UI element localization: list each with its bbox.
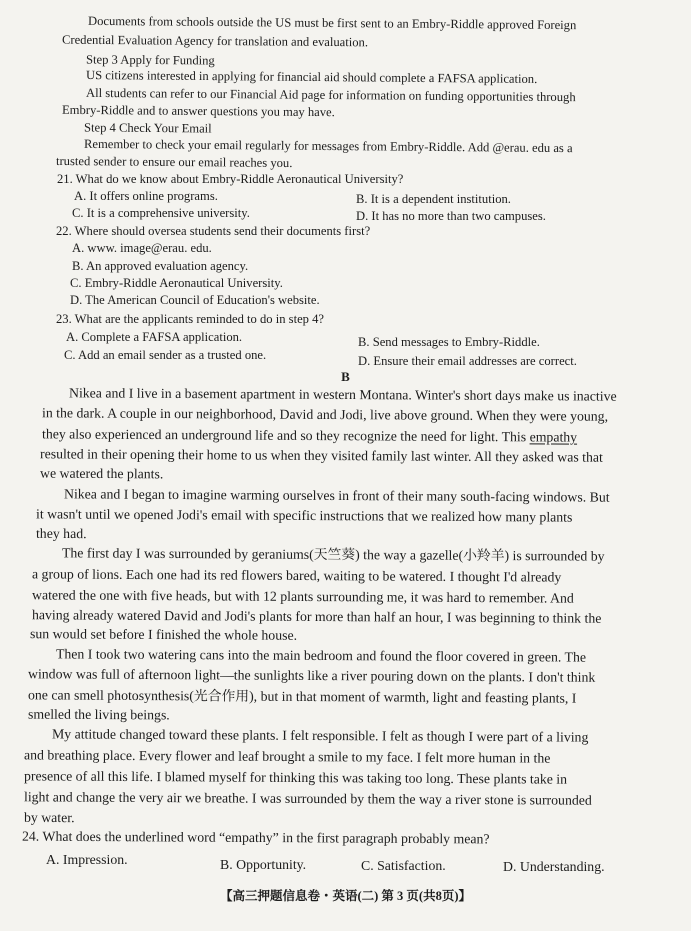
q22-option-b: B. An approved evaluation agency. (72, 259, 249, 273)
intro-line: trusted sender to ensure our email reaches you. (55, 153, 293, 171)
step3-heading: Step 3 Apply for Funding (85, 52, 215, 68)
q23-option-d: D. Ensure their email addresses are correct. (358, 354, 577, 368)
step4-heading: Step 4 Check Your Email (83, 120, 212, 136)
passage-line (42, 426, 577, 445)
q24-option-c: C. Satisfaction. (361, 858, 446, 873)
passage-line: they had. (35, 525, 87, 542)
passage-text: they also experienced an underground life and so they recognize the need for light. This (41, 426, 530, 445)
q21-option-d: D. It has no more than two campuses. (356, 209, 546, 223)
passage-line: Then I took two watering cans into the main bedroom and found the floor covered in green. The (55, 646, 587, 665)
q22-option-a: A. www. image@erau. edu. (72, 241, 212, 255)
q21-option-c: C. It is a comprehensive university. (72, 206, 250, 220)
q24-option-a: A. Impression. (46, 852, 128, 867)
passage-line: a group of lions. Each one had its red flowers bared, waiting to be watered. I thought I'd already (31, 566, 562, 585)
intro-line: Remember to check your email regularly for messages from Embry-Riddle. Add @erau. edu as a (83, 136, 573, 156)
q23-option-c: C. Add an email sender as a trusted one. (64, 348, 267, 362)
passage-line: The first day I was surrounded by geraniums(天竺葵) the way a gazelle(小羚羊) is surrounded by (61, 545, 605, 564)
q21-option-a: A. It offers online programs. (74, 189, 218, 203)
underlined-word-empathy: empathy (529, 429, 578, 445)
question-24-stem: 24. What does the underlined word “empathy” in the first paragraph probably mean? (21, 828, 490, 847)
passage-line: it wasn't until we opened Jodi's email with specific instructions that we realized how many plants (35, 506, 573, 525)
q24-option-d: D. Understanding. (503, 859, 605, 874)
q24-option-b: B. Opportunity. (220, 857, 307, 872)
intro-line: Embry-Riddle and to answer questions you may have. (61, 102, 335, 120)
passage-line: resulted in their opening their home to us when they visited family last winter. All they asked was that (39, 446, 603, 465)
passage-line: Nikea and I began to imagine warming ourselves in front of their many south-facing windows. But (63, 486, 610, 505)
passage-line: we watered the plants. (39, 465, 164, 482)
passage-line: and breathing place. Every flower and leaf brought a smile to my face. I felt more human in the (23, 747, 551, 766)
passage-line: in the dark. A couple in our neighborhood, David and Jodi, live above ground. When they were young, (41, 405, 609, 424)
passage-line: one can smell photosynthesis(光合作用), but in that moment of warmth, light and feasting plants, I (27, 687, 577, 706)
q23-option-b: B. Send messages to Embry-Riddle. (358, 335, 540, 349)
passage-line: window was full of afternoon light—the sunlights like a river pouring down on the plants. I don't think (27, 666, 596, 685)
intro-line: US citizens interested in applying for financial aid should complete a FAFSA application. (85, 68, 538, 86)
question-22-stem: 22. Where should oversea students send their documents first? (56, 224, 371, 238)
intro-line: Documents from schools outside the US must be first sent to an Embry-Riddle approved Foreign (87, 13, 577, 33)
passage-line: watered the one with five heads, but with 12 plants surrounding me, it was hard to remember. And (31, 587, 574, 606)
passage-line: sun would set before I finished the whole house. (29, 626, 298, 643)
q21-option-b: B. It is a dependent institution. (356, 192, 511, 206)
passage-line: Nikea and I live in a basement apartment in western Montana. Winter's short days make us inactive (68, 385, 617, 404)
page-footer: 【高三押题信息卷・英语(二) 第 3 页(共8页)】 (219, 889, 472, 903)
passage-line: having already watered David and Jodi's plants for more than half an hour, I was beginning to think the (31, 607, 602, 626)
q22-option-d: D. The American Council of Education's website. (70, 293, 320, 307)
passage-line: by water. (23, 809, 75, 826)
q23-option-a: A. Complete a FAFSA application. (66, 330, 243, 344)
intro-line: Credential Evaluation Agency for translation and evaluation. (61, 32, 369, 50)
q22-option-c: C. Embry-Riddle Aeronautical University. (70, 276, 283, 290)
passage-line: light and change the very air we breathe. I was surrounded by them the way a river stone is surrounded (23, 789, 592, 808)
passage-line: My attitude changed toward these plants. I felt responsible. I felt as though I were part of a living (51, 726, 589, 745)
question-23-stem: 23. What are the applicants reminded to do in step 4? (56, 312, 325, 326)
section-b-heading: B (341, 369, 350, 384)
passage-line: presence of all this life. I blamed myself for thinking this was taking too long. These plants take in (23, 768, 568, 787)
intro-line: All students can refer to our Financial Aid page for information on funding opportunities through (85, 85, 576, 105)
question-21-stem: 21. What do we know about Embry-Riddle Aeronautical University? (57, 172, 404, 186)
passage-line: smelled the living beings. (27, 706, 170, 723)
